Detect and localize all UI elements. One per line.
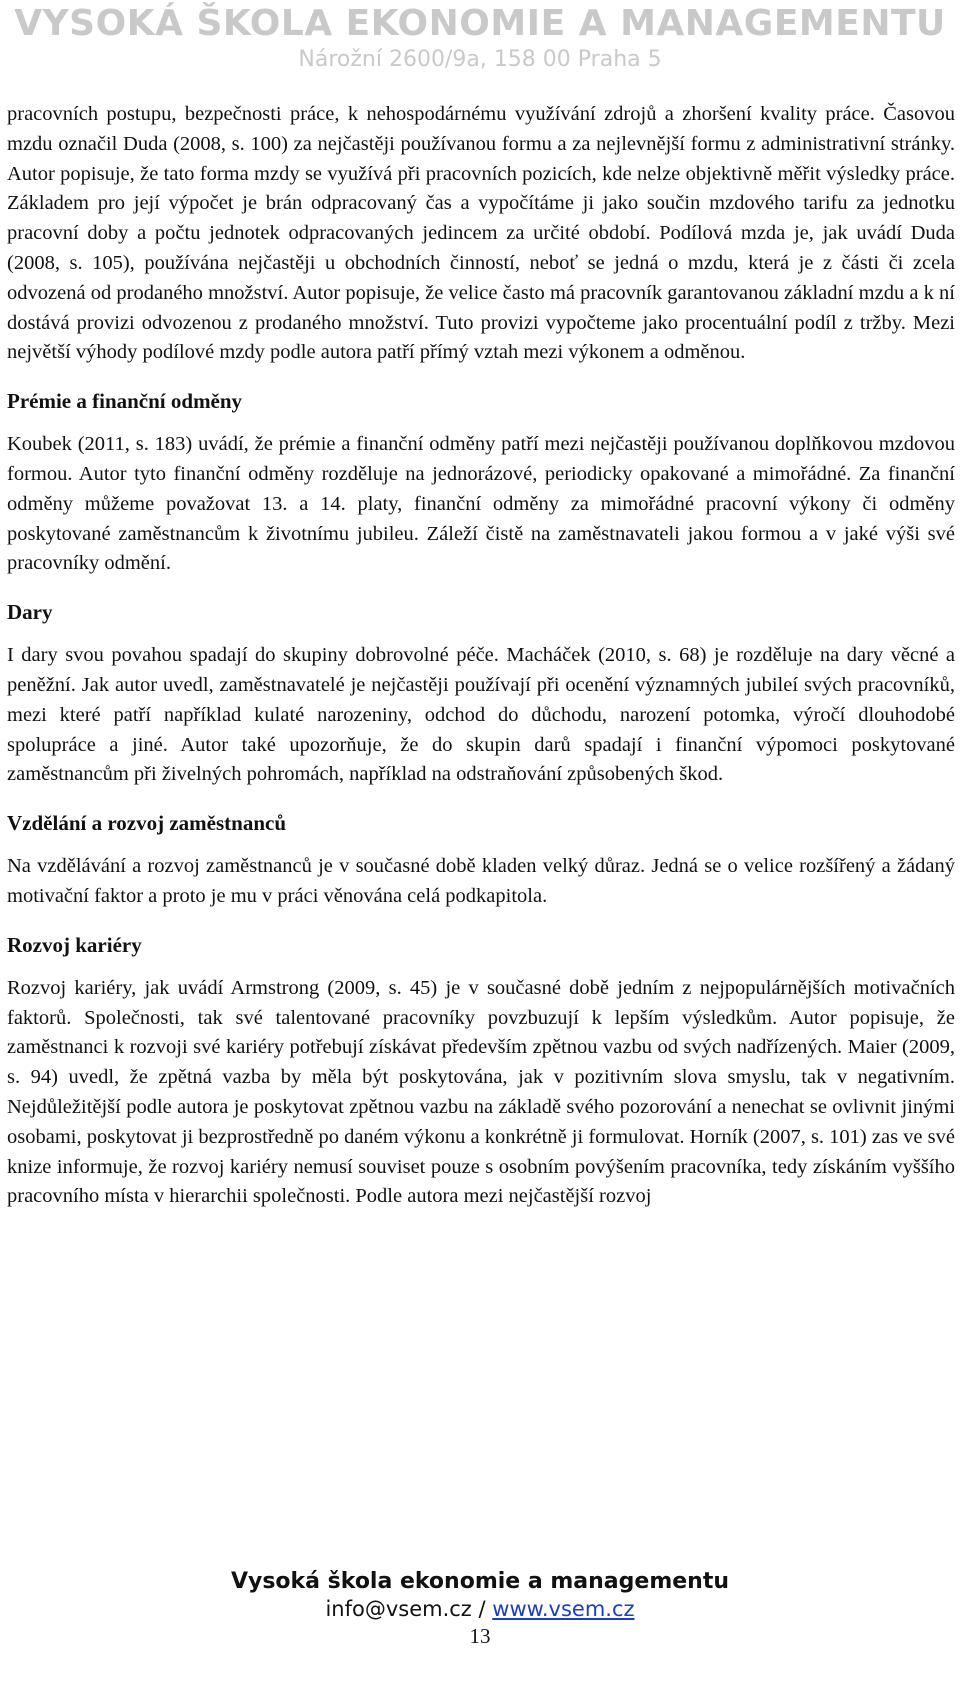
footer-contact xyxy=(0,1596,960,1622)
paragraph-education: Na vzdělávání a rozvoj zaměstnanců je v současné době kladen velký důraz. Jedná se o velice rozšířený a žádaný motivační faktor a proto je mu v práci věnována celá podkapitola. xyxy=(7,855,955,907)
paragraph-wage-forms: pracovních postupu, bezpečnosti práce, k nehospodárnému využívání zdrojů a zhoršení kvality práce. Časovou mzdu označil Duda (2008, s. 100) za nejčastěji používanou formu a za nejlevnější formu z administrativní stránky. Autor popisuje, že tato forma mzdy se využívá při pracovních pozicích, kde nelze objektivně měřit výsledky práce. Základem pro její výpočet je brán odpracovaný čas a vypočítáme ji jako součin mzdového tarifu za jednotku pracovní doby a počtu jednotek odpracovaných jedincem za určité období. Podílová mzda je, jak uvádí Duda (2008, s. 105), používána nejčastěji u obchodních činností, neboť se jedná o mzdu, která je z části či zcela odvozená od prodaného množství. Autor popisuje, že velice často má pracovník garantovanou základní mzdu a k ní dostává provizi odvozenou z prodaného množství. Tuto provizi vypočteme jako procentuální podíl z tržby. Mezi největší výhody podílové mzdy podle autora patří přímý vztah mezi výkonem a odměnou. xyxy=(7,103,955,364)
page-header xyxy=(0,2,960,74)
header-address: Nárožní 2600/9a, 158 00 Praha 5 xyxy=(298,47,662,72)
footer-school-name: Vysoká škola ekonomie a managementu xyxy=(230,1569,730,1594)
paragraph-career: Rozvoj kariéry, jak uvádí Armstrong (2009, s. 45) je v současné době jedním z nejpopulárnějších motivačních faktorů. Společnosti, tak své talentované pracovníky povzbuzují k lepším výsledkům. Autor popisuje, že zaměstnanci k rozvoji své kariéry potřebují získávat především zpětnou vazbu od svých nadřízených. Maier (2009, s. 94) uvedl, že zpětná vazba by měla být poskytována, jak v pozitivním slova smyslu, tak v negativním. Nejdůležitější podle autora je poskytovat zpětnou vazbu na základě svého pozorování a nenechat se ovlivnit jinými osobami, poskytovat ji bezprostředně po daném výkonu a konkrétně ji formulovat. Horník (2007, s. 101) zas ve své knize informuje, že rozvoj kariéry nemusí souviset pouze s osobním povýšením pracovníka, tedy získáním vyššího pracovního místa v hierarchii společnosti. Podle autora mezi nejčastější rozvoj xyxy=(7,976,955,1208)
paragraph-bonuses: Koubek (2011, s. 183) uvádí, že prémie a finanční odměny patří mezi nejčastěji používanou doplňkovou mzdovou formou. Autor tyto finanční odměny rozděluje na jednorázové, periodicky opakované a mimořádné. Za finanční odměny můžeme považovat 13. a 14. platy, finanční odměny za mimořádné pracovní výkony či odměny poskytované zaměstnancům k životnímu jubileu. Záleží čistě na zaměstnavateli jakou formou a v jaké výši své pracovníky odmění. xyxy=(7,433,955,575)
paragraph-gifts: I dary svou povahou spadají do skupiny dobrovolné péče. Macháček (2010, s. 68) je rozděluje na dary věcné a peněžní. Jak autor uvedl, zaměstnavatelé je nejčastěji používají při ocenění významných jubileí svých pracovníků, mezi které patří například kulaté narozeniny, odchod do důchodu, narození potomka, výročí dlouhodobé spolupráce a jiné. Autor také upozorňuje, že do skupin darů spadají i finanční výpomoci poskytované zaměstnancům při živelných pohromách, například na odstraňování způsobených škod. xyxy=(7,644,955,786)
heading-career: Rozvoj kariéry xyxy=(7,932,142,957)
heading-education: Vzdělání a rozvoj zaměstnanců xyxy=(7,811,286,836)
footer-website-link[interactable]: www.vsem.cz xyxy=(492,1597,635,1621)
footer-separator: / xyxy=(471,1597,493,1621)
footer-email: info@vsem.cz xyxy=(325,1597,472,1621)
page-footer xyxy=(0,1568,960,1650)
document-body xyxy=(7,100,955,1212)
heading-bonuses: Prémie a finanční odměny xyxy=(7,389,243,414)
header-school-name: VYSOKÁ ŠKOLA EKONOMIE A MANAGEMENTU xyxy=(14,3,946,44)
heading-gifts: Dary xyxy=(7,600,53,625)
page-number: 13 xyxy=(469,1624,491,1648)
